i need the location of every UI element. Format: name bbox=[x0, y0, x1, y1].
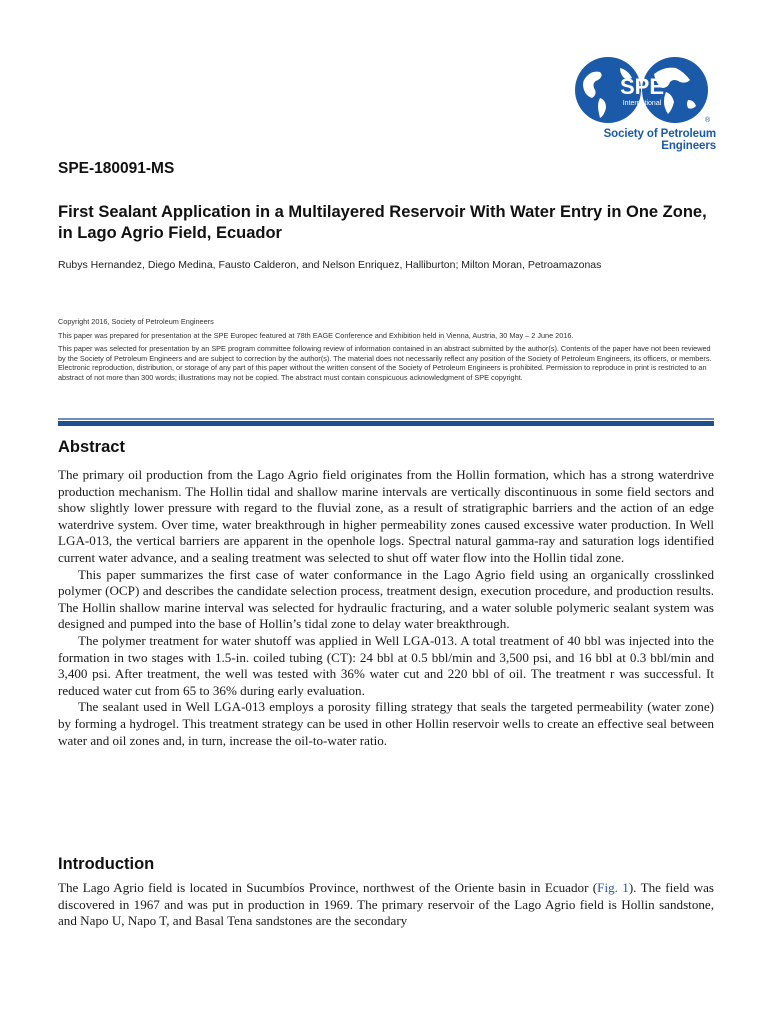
section-divider-thick bbox=[58, 421, 714, 426]
introduction-heading: Introduction bbox=[58, 855, 155, 873]
copyright-line: Copyright 2016, Society of Petroleum Engineers bbox=[58, 317, 214, 326]
abstract-paragraph: The sealant used in Well LGA-013 employs a porosity filling strategy that seals the targeted permeability (water zone) by forming a hydrogel. This treatment strategy can be used in other Hollin reservoir wells to create an effective seal between water and oil zones and, in turn, increase the oil-to-water ratio. bbox=[58, 699, 714, 748]
figure-1-link[interactable]: Fig. 1 bbox=[597, 880, 629, 895]
logo-mark-text: SPE bbox=[619, 74, 665, 99]
paper-title: First Sealant Application in a Multilayered Reservoir With Water Entry in One Zone, in Lago Agrio Field, Ecuador bbox=[58, 203, 707, 242]
paper-id: SPE-180091-MS bbox=[58, 160, 175, 177]
abstract-body bbox=[58, 467, 714, 749]
abstract-heading: Abstract bbox=[58, 438, 125, 456]
review-disclaimer: This paper was selected for presentation by an SPE program committee following review of information contained in an abstract submitted by the author(s). Contents of the paper have not been reviewed by the Society of Petroleum Engineers and are subject to correction by the author(s). The material does not necessarily reflect any position of the Society of Petroleum Engineers, its officers, or members. Electronic reproduction, distribution, or storage of any part of this paper without the written consent of the Society of Petroleum Engineers is prohibited. Permission to reproduce in print is restricted to an abstract of not more than 300 words; illustrations may not be copied. The abstract must contain conspicuous acknowledgment of SPE copyright. bbox=[58, 344, 712, 382]
presentation-line: This paper was prepared for presentation at the SPE Europec featured at 78th EAGE Conference and Exhibition held in Vienna, Austria, 30 May – 2 June 2016. bbox=[58, 330, 574, 340]
introduction-paragraph bbox=[58, 880, 714, 930]
abstract-paragraph: The primary oil production from the Lago Agrio field originates from the Hollin formation, which has a strong waterdrive production mechanism. The Hollin tidal and shallow marine intervals are vertically discontinuous in some field sectors and show slightly lower pressure with regard to the fluvial zone, as a result of stratigraphic barriers and the action of an edge waterdrive system. Over time, water breakthrough in higher permeability zones caused excessive water production. In Well LGA-013, the vertical barriers are apparent in the openhole logs. Spectral natural gamma-ray and saturation logs identified current water advance, and a sealing treatment was selected to shut off water flow into the Hollin tidal zone. bbox=[58, 467, 714, 565]
copyright-notice bbox=[58, 317, 716, 386]
registered-mark: ® bbox=[705, 117, 711, 124]
abstract-paragraph: This paper summarizes the first case of water conformance in the Lago Agrio field using an organically crosslinked polymer (OCP) and describes the candidate selection process, treatment design, execution procedure, and production results. The Hollin shallow marine interval was selected for hydraulic fracturing, and a water soluble polymeric sealant system was designed and pumped into the base of Hollin’s tidal zone to delay water breakthrough. bbox=[58, 566, 714, 632]
spe-logo bbox=[552, 56, 716, 152]
intro-text-after-link: ). The field was discovered in 1967 and was put in production in 1969. The primary reservoir of the Lago Agrio field is Hollin sandstone, and Napo U, Napo T, and Basal Tena sandstones are the secondary bbox=[58, 880, 714, 929]
abstract-paragraph: The polymer treatment for water shutoff was applied in Well LGA-013. A total treatment of 40 bbl was injected into the formation in two stages with 1.5-in. coiled tubing (CT): 24 bbl at 0.5 bbl/min and 3,500 psi, and 16 bbl at 0.3 bbl/min and 3,400 psi. After treatment, the well was tested with 36% water cut and 220 bbl of oil. The treatment r was successful. It reduced water cut from 65 to 36% during early evaluation. bbox=[58, 632, 714, 698]
logo-org-name: Society of Petroleum Engineers bbox=[603, 128, 716, 152]
spe-globe-logo-icon bbox=[570, 56, 716, 126]
logo-mark-subtext: International bbox=[622, 100, 662, 107]
paper-authors: Rubys Hernandez, Diego Medina, Fausto Calderon, and Nelson Enriquez, Halliburton; Milton Moran, Petroamazonas bbox=[58, 259, 602, 271]
section-divider-thin bbox=[58, 418, 714, 420]
intro-text-before-link: The Lago Agrio field is located in Sucumbíos Province, northwest of the Oriente basin in Ecuador ( bbox=[58, 880, 598, 895]
introduction-body bbox=[58, 880, 714, 930]
